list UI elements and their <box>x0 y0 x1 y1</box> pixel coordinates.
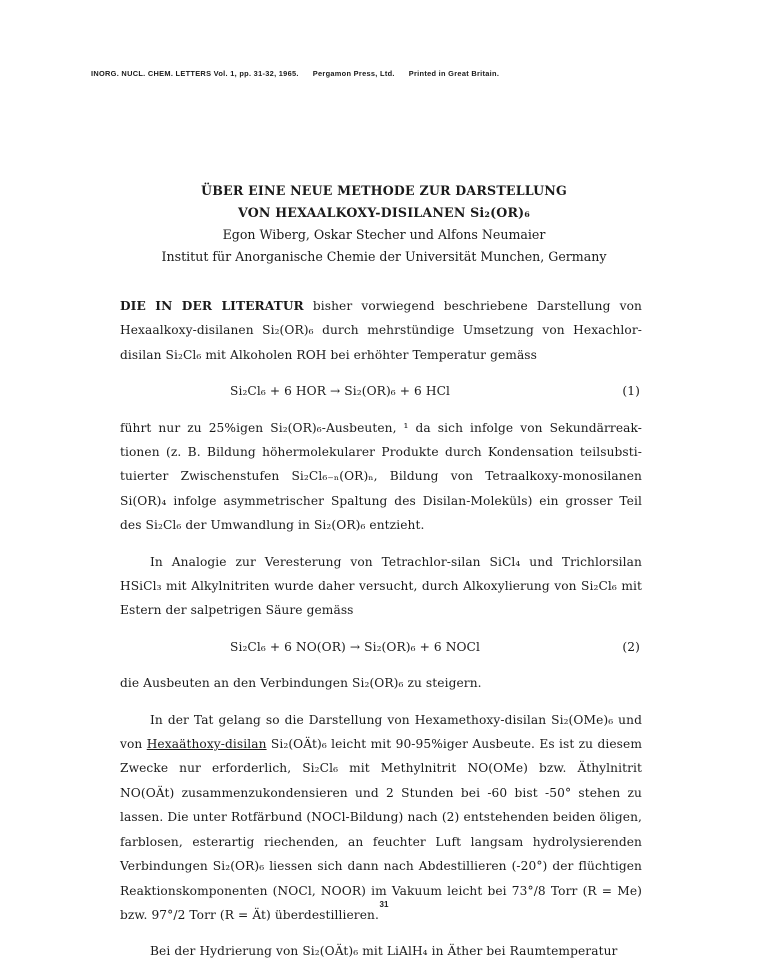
print-location: Printed in Great Britain. <box>408 69 500 78</box>
running-head <box>91 69 651 78</box>
paragraph-1-text: bisher vorwiegend beschriebene Darstellung von Hexaalkoxy-disilanen Si₂(OR)₆ durch mehrstündige Umsetzung von Hexachlor-disilan Si₂Cl₆ mit Alkoholen ROH bei erhöhter Temperatur gemäss <box>120 299 642 362</box>
paragraph-3: In Analogie zur Veresterung von Tetrachlor-silan SiCl₄ und Trichlorsilan HSiCl₃ mit Alkylnitriten wurde daher versucht, durch Alkoxylierung von Si₂Cl₆ mit Estern der salpetrigen Säure gemäss <box>120 554 642 618</box>
page-number: 31 <box>379 900 389 909</box>
title-line-2: VON HEXAALKOXY-DISILANEN Si₂(OR)₆ <box>237 205 530 220</box>
equation-1 <box>120 379 642 403</box>
title-line-1: ÜBER EINE NEUE METHODE ZUR DARSTELLUNG <box>201 183 567 198</box>
paragraph-5-after: Si₂(OÄt)₆ leicht mit 90-95%iger Ausbeute. Es ist zu diesem Zwecke nur erforderlich, Si₂Cl₆ mit Methylnitrit NO(OMe) bzw. Äthylnitrit NO(OÄt) zusammenzukondensieren und 2 Stunden bei -60 bist -50° stehen zu lassen. Die unter Rotfärbund (NOCl-Bildung) nach (2) entstehenden beiden öligen, farblosen, esterartig riechenden, an feuchter Luft langsam hydrolysierenden Verbindungen Si₂(OR)₆ liessen sich dann nach Abdestillieren (-20°) der flüchtigen Reaktionskomponenten (NOCl, NOOR) im Vakuum leicht bei 73°/8 Torr (R = Me) bzw. 97°/2 Torr (R = Ät) überdestillieren. <box>120 737 642 922</box>
equation-1-number: (1) <box>622 384 640 399</box>
underlined-compound: Hexaäthoxy-disilan <box>146 737 267 752</box>
publisher: Pergamon Press, Ltd. <box>312 69 395 78</box>
equation-1-text: Si₂Cl₆ + 6 HOR → Si₂(OR)₆ + 6 HCl <box>230 384 451 399</box>
equation-2 <box>120 635 642 659</box>
paragraph-5-before: In der Tat gelang so die Darstellung von Hexamethoxy-disilan Si₂(OMe)₆ und von <box>120 712 642 752</box>
equation-2-number: (2) <box>622 639 640 654</box>
institution: Institut für Anorganische Chemie der Universität Munchen, Germany <box>161 249 607 264</box>
authors: Egon Wiberg, Oskar Stecher und Alfons Neumaier <box>222 227 546 242</box>
paragraph-5 <box>120 708 642 928</box>
lead-in: DIE IN DER LITERATUR <box>120 299 304 313</box>
article-body <box>120 294 642 964</box>
paragraph-2: führt nur zu 25%igen Si₂(OR)₆-Ausbeuten, ¹ da sich infolge von Sekundärreak-tionen (z. B. Bildung höhermolekularer Produkte durch Kondensation teilsubsti-tuierter Zwischenstufen Si₂Cl₆₋ₙ(OR)ₙ, Bildung von Tetraalkoxy-monosilanen Si(OR)₄ infolge asymmetrischer Spaltung des Disilan-Moleküls) ein grosser Teil des Si₂Cl₆ der Umwandlung in Si₂(OR)₆ entzieht. <box>120 420 642 533</box>
title-block <box>0 180 768 268</box>
paragraph-6: Bei der Hydrierung von Si₂(OÄt)₆ mit LiAlH₄ in Äther bei Raumtemperatur <box>150 944 618 959</box>
journal-citation: INORG. NUCL. CHEM. LETTERS Vol. 1, pp. 31-32, 1965. <box>91 69 299 78</box>
paragraph-1 <box>120 294 642 367</box>
paragraph-4: die Ausbeuten an den Verbindungen Si₂(OR)₆ zu steigern. <box>120 676 482 691</box>
equation-2-text: Si₂Cl₆ + 6 NO(OR) → Si₂(OR)₆ + 6 NOCl <box>230 639 480 654</box>
